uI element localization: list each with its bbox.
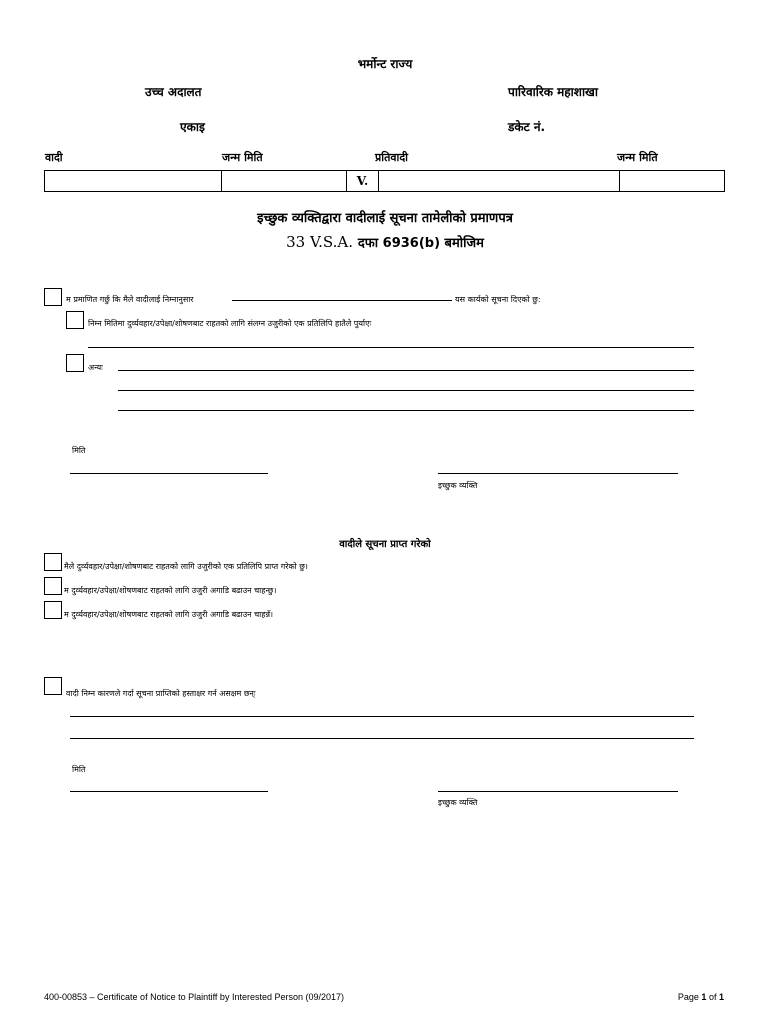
reason-line-2[interactable] xyxy=(70,738,694,739)
plaintiff-label: वादी xyxy=(45,151,63,164)
defendant-field[interactable] xyxy=(379,171,620,192)
unable-checkbox-underline xyxy=(44,694,62,695)
division-label: पारिवारिक महाशाखा xyxy=(508,85,598,99)
date-field-2[interactable] xyxy=(70,791,268,792)
subtitle-statute: 33 V.S.A. xyxy=(286,233,354,251)
plaintiff-dob-label: जन्म मिति xyxy=(222,151,263,164)
interested-person-label-2: इच्छुक व्यक्ति xyxy=(438,798,478,807)
other-line-1[interactable] xyxy=(118,370,694,371)
receipt-heading: वादीले सूचना प्राप्त गरेको xyxy=(339,539,431,550)
versus-label: V. xyxy=(347,171,379,192)
defendant-dob-field[interactable] xyxy=(620,171,725,192)
certify-tail: यस कार्यको सूचना दिएको छु: xyxy=(455,295,541,304)
interested-person-label-1: इच्छुक व्यक्ति xyxy=(438,481,478,490)
unable-checkbox[interactable] xyxy=(44,677,62,695)
other-line-3[interactable] xyxy=(118,410,694,411)
court-label: उच्च अदालत xyxy=(145,85,202,99)
plaintiff-field[interactable] xyxy=(45,171,222,192)
other-checkbox[interactable] xyxy=(66,354,84,372)
page-subtitle xyxy=(0,233,770,251)
unit-label: एकाइ xyxy=(180,120,205,134)
subtitle-section: दफा 6936(b) बमोजिम xyxy=(357,236,484,251)
proceed-checkbox[interactable] xyxy=(44,577,62,595)
copy-delivered-text: निम्न मितिमा दुर्व्यवहार/उपेक्षा/शोषणबाट राहतको लागि संलग्न उजुरीको एक प्रतिलिपि हातैले पुर्याएः xyxy=(88,319,372,328)
docket-label: डकेट नं. xyxy=(508,120,546,134)
parties-table xyxy=(44,170,725,192)
date-field-1[interactable] xyxy=(70,473,268,474)
not-proceed-checkbox[interactable] xyxy=(44,601,62,619)
defendant-dob-label: जन्म मिति xyxy=(617,151,658,164)
page-prefix: Page xyxy=(677,992,699,1002)
date-label-2: मिति xyxy=(72,765,86,774)
certify-checkbox[interactable] xyxy=(44,288,62,306)
other-label: अन्यः xyxy=(88,363,103,372)
reason-line-1[interactable] xyxy=(70,716,694,717)
copy-date-field[interactable] xyxy=(88,347,694,348)
method-field[interactable] xyxy=(232,300,452,301)
page-current: 1 xyxy=(701,992,707,1002)
defendant-label: प्रतिवादी xyxy=(375,151,409,164)
page-of: of xyxy=(708,992,717,1002)
unable-text: वादी निम्न कारणले गर्दा सूचना प्राप्तिको हस्ताक्षर गर्न असक्षम छन्ः xyxy=(66,689,256,698)
signature-field-2[interactable] xyxy=(438,791,678,792)
copy-delivered-checkbox[interactable] xyxy=(66,311,84,329)
signature-field-1[interactable] xyxy=(438,473,678,474)
plaintiff-dob-field[interactable] xyxy=(222,171,347,192)
page-total: 1 xyxy=(718,992,724,1002)
form-id: 400-00853 – Certificate of Notice to Plaintiff by Interested Person (09/2017) xyxy=(44,992,345,1002)
page-title: इच्छुक व्यक्तिद्वारा वादीलाई सूचना तामेलीको प्रमाणपत्र xyxy=(257,211,513,226)
not-proceed-text: म दुर्व्यवहार/उपेक्षा/शोषणबाट राहतको लागि उजुरी अगाडि बढाउन चाहन्नँ। xyxy=(64,610,274,619)
received-copy-checkbox[interactable] xyxy=(44,553,62,571)
state-heading: भर्मोन्ट राज्य xyxy=(357,57,413,71)
certify-text: म प्रमाणित गर्छु कि मैले वादीलाई निम्नानुसार xyxy=(66,295,194,304)
page-number xyxy=(678,992,724,1002)
date-label-1: मिति xyxy=(72,446,86,455)
received-copy-text: मैले दुर्व्यवहार/उपेक्षा/शोषणबाट राहतको लागि उजुरीको एक प्रतिलिपि प्राप्त गरेको छु। xyxy=(64,562,308,571)
other-line-2[interactable] xyxy=(118,390,694,391)
proceed-text: म दुर्व्यवहार/उपेक्षा/शोषणबाट राहतको लागि उजुरी अगाडि बढाउन चाहन्छु। xyxy=(64,586,277,595)
